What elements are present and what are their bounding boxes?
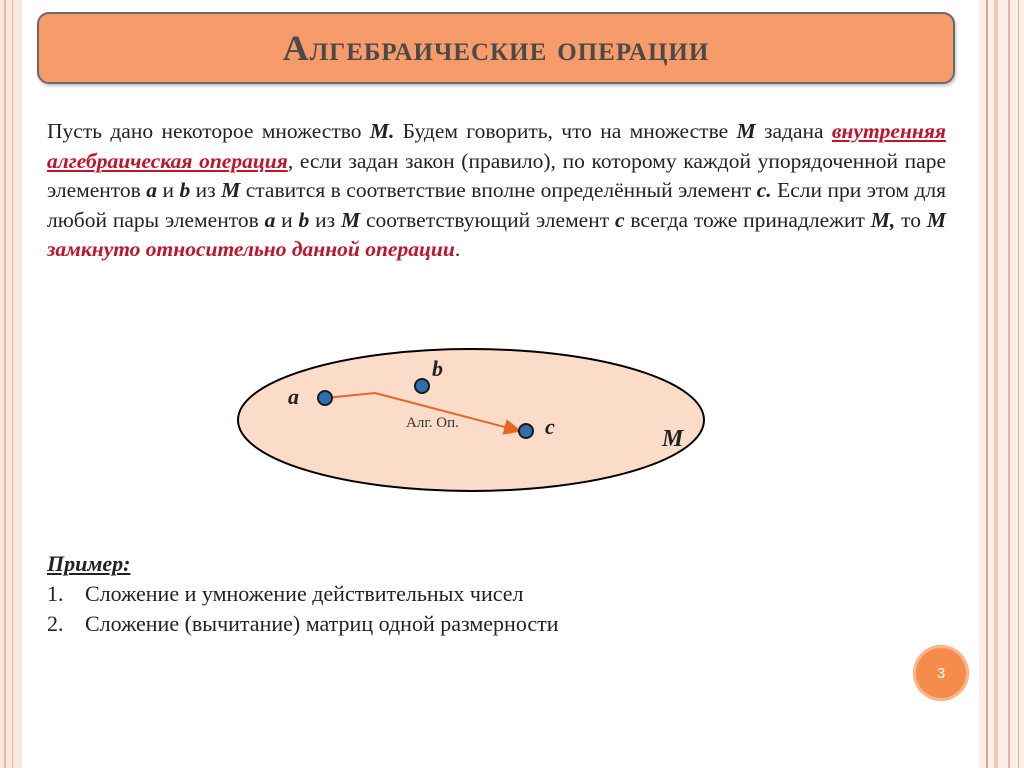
term-internal-operation: внутренняя алгебраическая операция xyxy=(47,119,946,173)
definition-paragraph xyxy=(47,117,946,265)
term-closed: замкнуто относительно данной операции xyxy=(47,237,455,261)
label-set-m: M xyxy=(662,426,684,452)
example-heading: Пример: xyxy=(47,551,131,576)
frame-line xyxy=(994,0,998,768)
list-number: 1. xyxy=(47,581,64,606)
text: из xyxy=(309,207,342,232)
frame-line xyxy=(12,0,13,768)
set-symbol: M, xyxy=(870,207,896,232)
text: Если при этом для любой пары элементов xyxy=(47,178,947,232)
set-symbol: M. xyxy=(369,119,395,143)
frame-line xyxy=(986,0,988,768)
label-c: c xyxy=(545,414,555,439)
element-symbol: c xyxy=(614,207,625,232)
set-symbol: M xyxy=(221,178,241,202)
label-b: b xyxy=(432,356,443,381)
element-symbol: b xyxy=(179,178,191,202)
frame-line xyxy=(1018,0,1019,768)
list-item xyxy=(47,609,559,639)
text: и xyxy=(275,207,299,232)
element-symbol: a xyxy=(146,178,157,202)
page-number: 3 xyxy=(936,664,946,682)
set-diagram xyxy=(230,345,720,505)
left-frame xyxy=(0,0,22,768)
list-text: Сложение и умножение действительных чисел xyxy=(85,581,524,606)
slide-title: Алгебраические операции xyxy=(282,28,710,68)
list-text: Сложение (вычитание) матриц одной размерности xyxy=(85,611,559,636)
label-a: a xyxy=(288,384,299,409)
frame-line xyxy=(1008,0,1010,768)
set-ellipse xyxy=(238,349,704,491)
set-symbol: M xyxy=(736,119,756,143)
title-banner xyxy=(37,12,955,84)
point-b xyxy=(415,379,429,393)
text: задана xyxy=(755,119,832,143)
element-symbol: a xyxy=(264,207,276,232)
text: соответствующий элемент xyxy=(360,207,615,232)
text: , если задан закон (правило), по которому каждой упорядоченной паре элементов xyxy=(47,148,946,202)
example-block xyxy=(47,549,559,639)
text: ставится в соответствие вполне определённый элемент xyxy=(240,178,757,202)
list-item xyxy=(47,579,559,609)
text: . xyxy=(454,237,461,261)
text: и xyxy=(157,178,180,202)
text: всегда тоже принадлежит xyxy=(624,207,871,232)
text: Пусть дано некоторое множество xyxy=(47,119,370,143)
point-a xyxy=(318,391,332,405)
operation-label: Алг. Оп. xyxy=(406,415,459,431)
element-symbol: c. xyxy=(756,178,772,202)
set-symbol: M xyxy=(926,207,946,232)
list-number: 2. xyxy=(47,611,64,636)
text: из xyxy=(190,178,222,202)
point-c xyxy=(519,424,533,438)
element-symbol: b xyxy=(298,207,310,232)
text: Будем говорить, что на множестве xyxy=(394,119,737,143)
set-symbol: M xyxy=(341,207,361,232)
text: то xyxy=(895,207,927,232)
frame-line xyxy=(4,0,6,768)
right-frame xyxy=(979,0,1024,768)
page-number-badge xyxy=(913,645,969,701)
